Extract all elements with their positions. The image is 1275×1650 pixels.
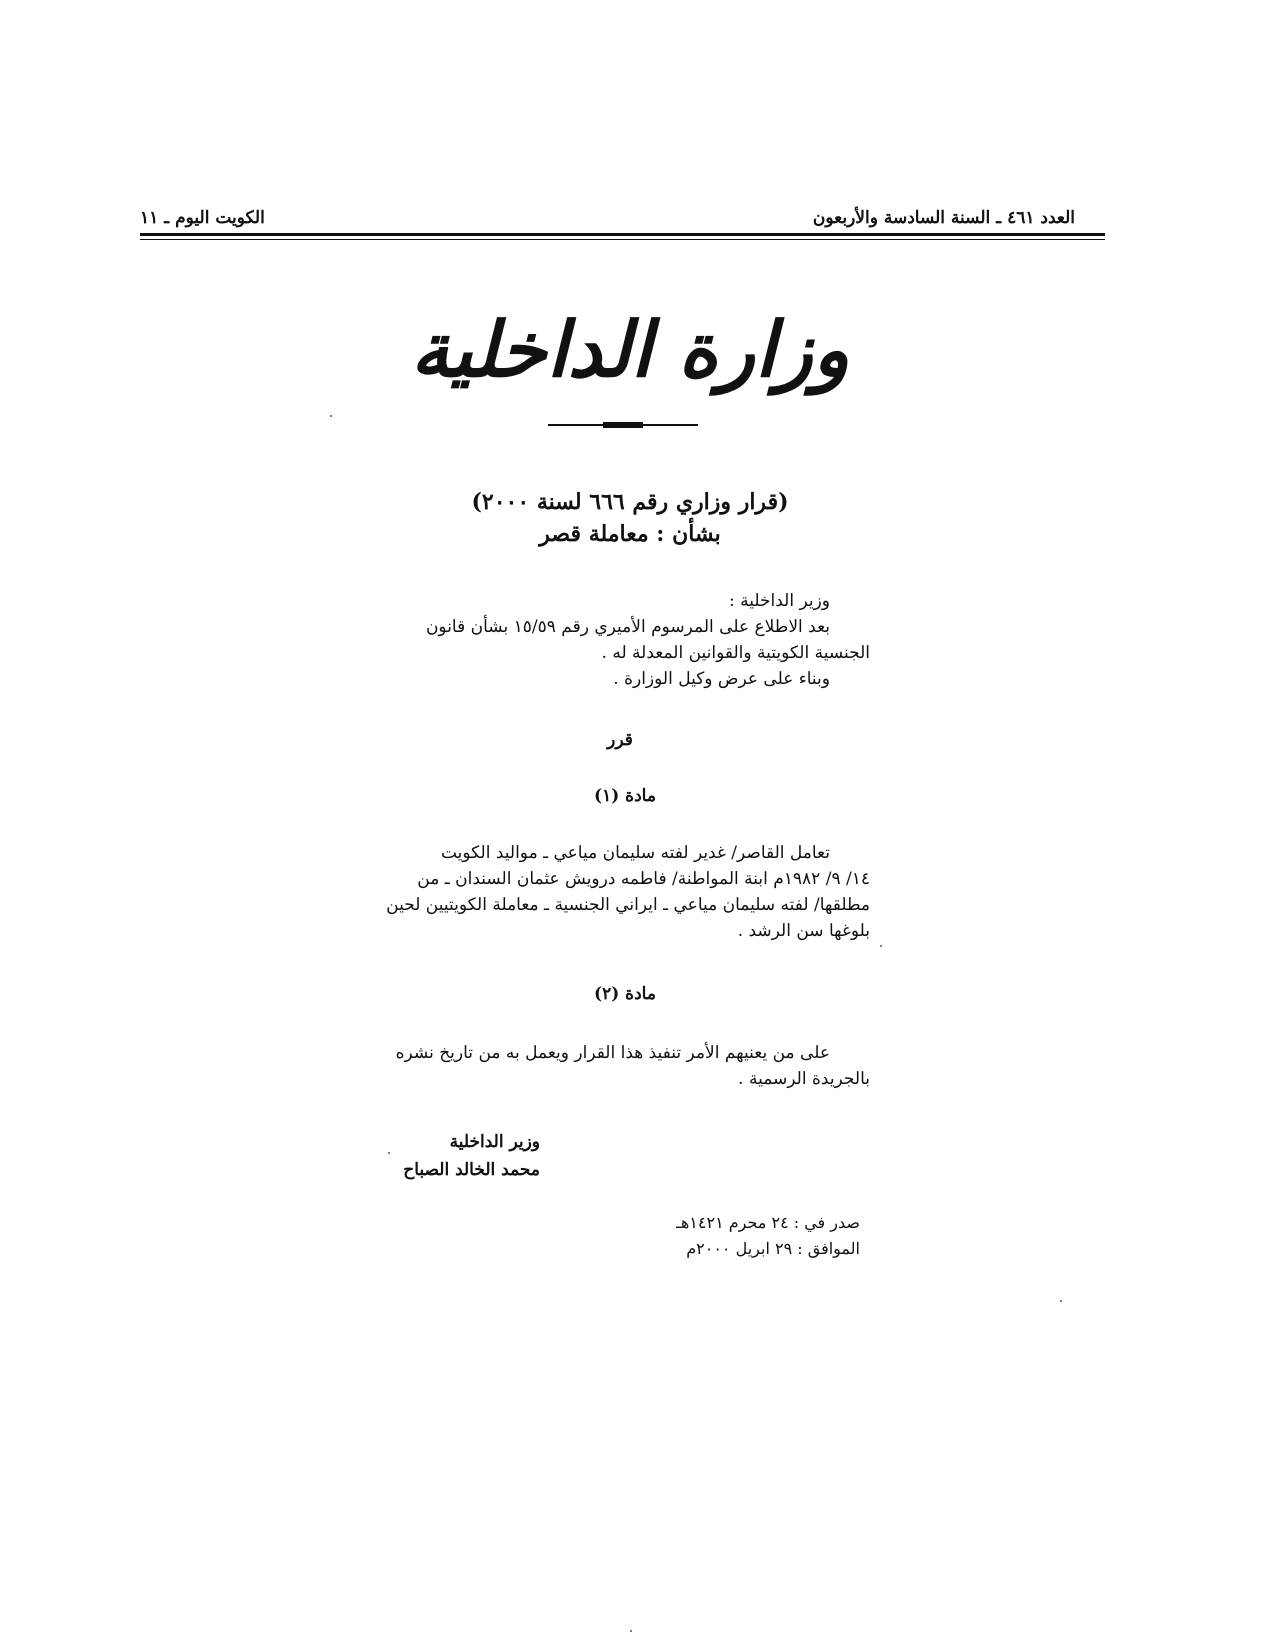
article1-line4: بلوغها سن الرشد . bbox=[737, 921, 870, 941]
article1-body bbox=[380, 840, 870, 944]
header-issue-label: العدد ٤٦١ ـ السنة السادسة والأربعون bbox=[812, 208, 1075, 228]
preamble-line2: بعد الاطلاع على المرسوم الأميري رقم ١٥/٥٩ بشأن قانون bbox=[425, 617, 830, 637]
ministry-title: وزارة الداخلية bbox=[410, 305, 850, 394]
signature-title: وزير الداخلية bbox=[449, 1132, 540, 1152]
preamble-line4: وبناء على عرض وكيل الوزارة . bbox=[613, 669, 830, 689]
article2-line1: على من يعنيهم الأمر تنفيذ هذا القرار ويعمل به من تاريخ نشره bbox=[395, 1043, 830, 1063]
article2-heading: مادة (٢) bbox=[594, 984, 656, 1004]
preamble-line1: وزير الداخلية : bbox=[729, 591, 830, 611]
article1-line2: ١٤/ ٩/ ١٩٨٢م ابنة المواطنة/ فاطمه درويش عثمان السندان ـ من bbox=[417, 869, 870, 889]
header-rule-thick bbox=[140, 233, 1105, 236]
article1-heading: مادة (١) bbox=[594, 786, 656, 806]
preamble bbox=[380, 588, 870, 692]
header-rule-thin bbox=[140, 239, 1105, 240]
ornament-divider bbox=[548, 420, 698, 430]
scan-speck bbox=[630, 1630, 632, 1632]
article1-line1: تعامل القاصر/ غدير لفته سليمان مياعي ـ مواليد الكويت bbox=[440, 843, 830, 863]
preamble-line3: الجنسية الكويتية والقوانين المعدلة له . bbox=[601, 643, 870, 663]
signature-name: محمد الخالد الصباح bbox=[403, 1160, 540, 1180]
date-corresponding: الموافق : ٢٩ ابريل ٢٠٠٠م bbox=[686, 1239, 860, 1258]
scan-speck bbox=[880, 945, 882, 947]
decree-title-line2: بشأن : معاملة قصر bbox=[539, 521, 721, 547]
scan-speck bbox=[388, 1152, 390, 1154]
scan-speck bbox=[330, 415, 332, 417]
decree-title bbox=[380, 486, 880, 550]
decided-label: قرر bbox=[607, 730, 633, 750]
scan-speck bbox=[1060, 1300, 1062, 1302]
article2-body bbox=[380, 1040, 870, 1092]
article1-line3: مطلقها/ لفته سليمان مياعي ـ ايراني الجنسية ـ معاملة الكويتيين لحين bbox=[386, 895, 870, 915]
date-block bbox=[660, 1210, 860, 1262]
header-page-label: الكويت اليوم ـ ١١ bbox=[140, 208, 265, 228]
date-issued: صدر في : ٢٤ محرم ١٤٢١هـ bbox=[676, 1213, 860, 1232]
signature-block bbox=[380, 1128, 540, 1184]
article2-line2: بالجريدة الرسمية . bbox=[738, 1069, 870, 1089]
decree-title-line1: (قرار وزاري رقم ٦٦٦ لسنة ٢٠٠٠) bbox=[471, 489, 789, 515]
